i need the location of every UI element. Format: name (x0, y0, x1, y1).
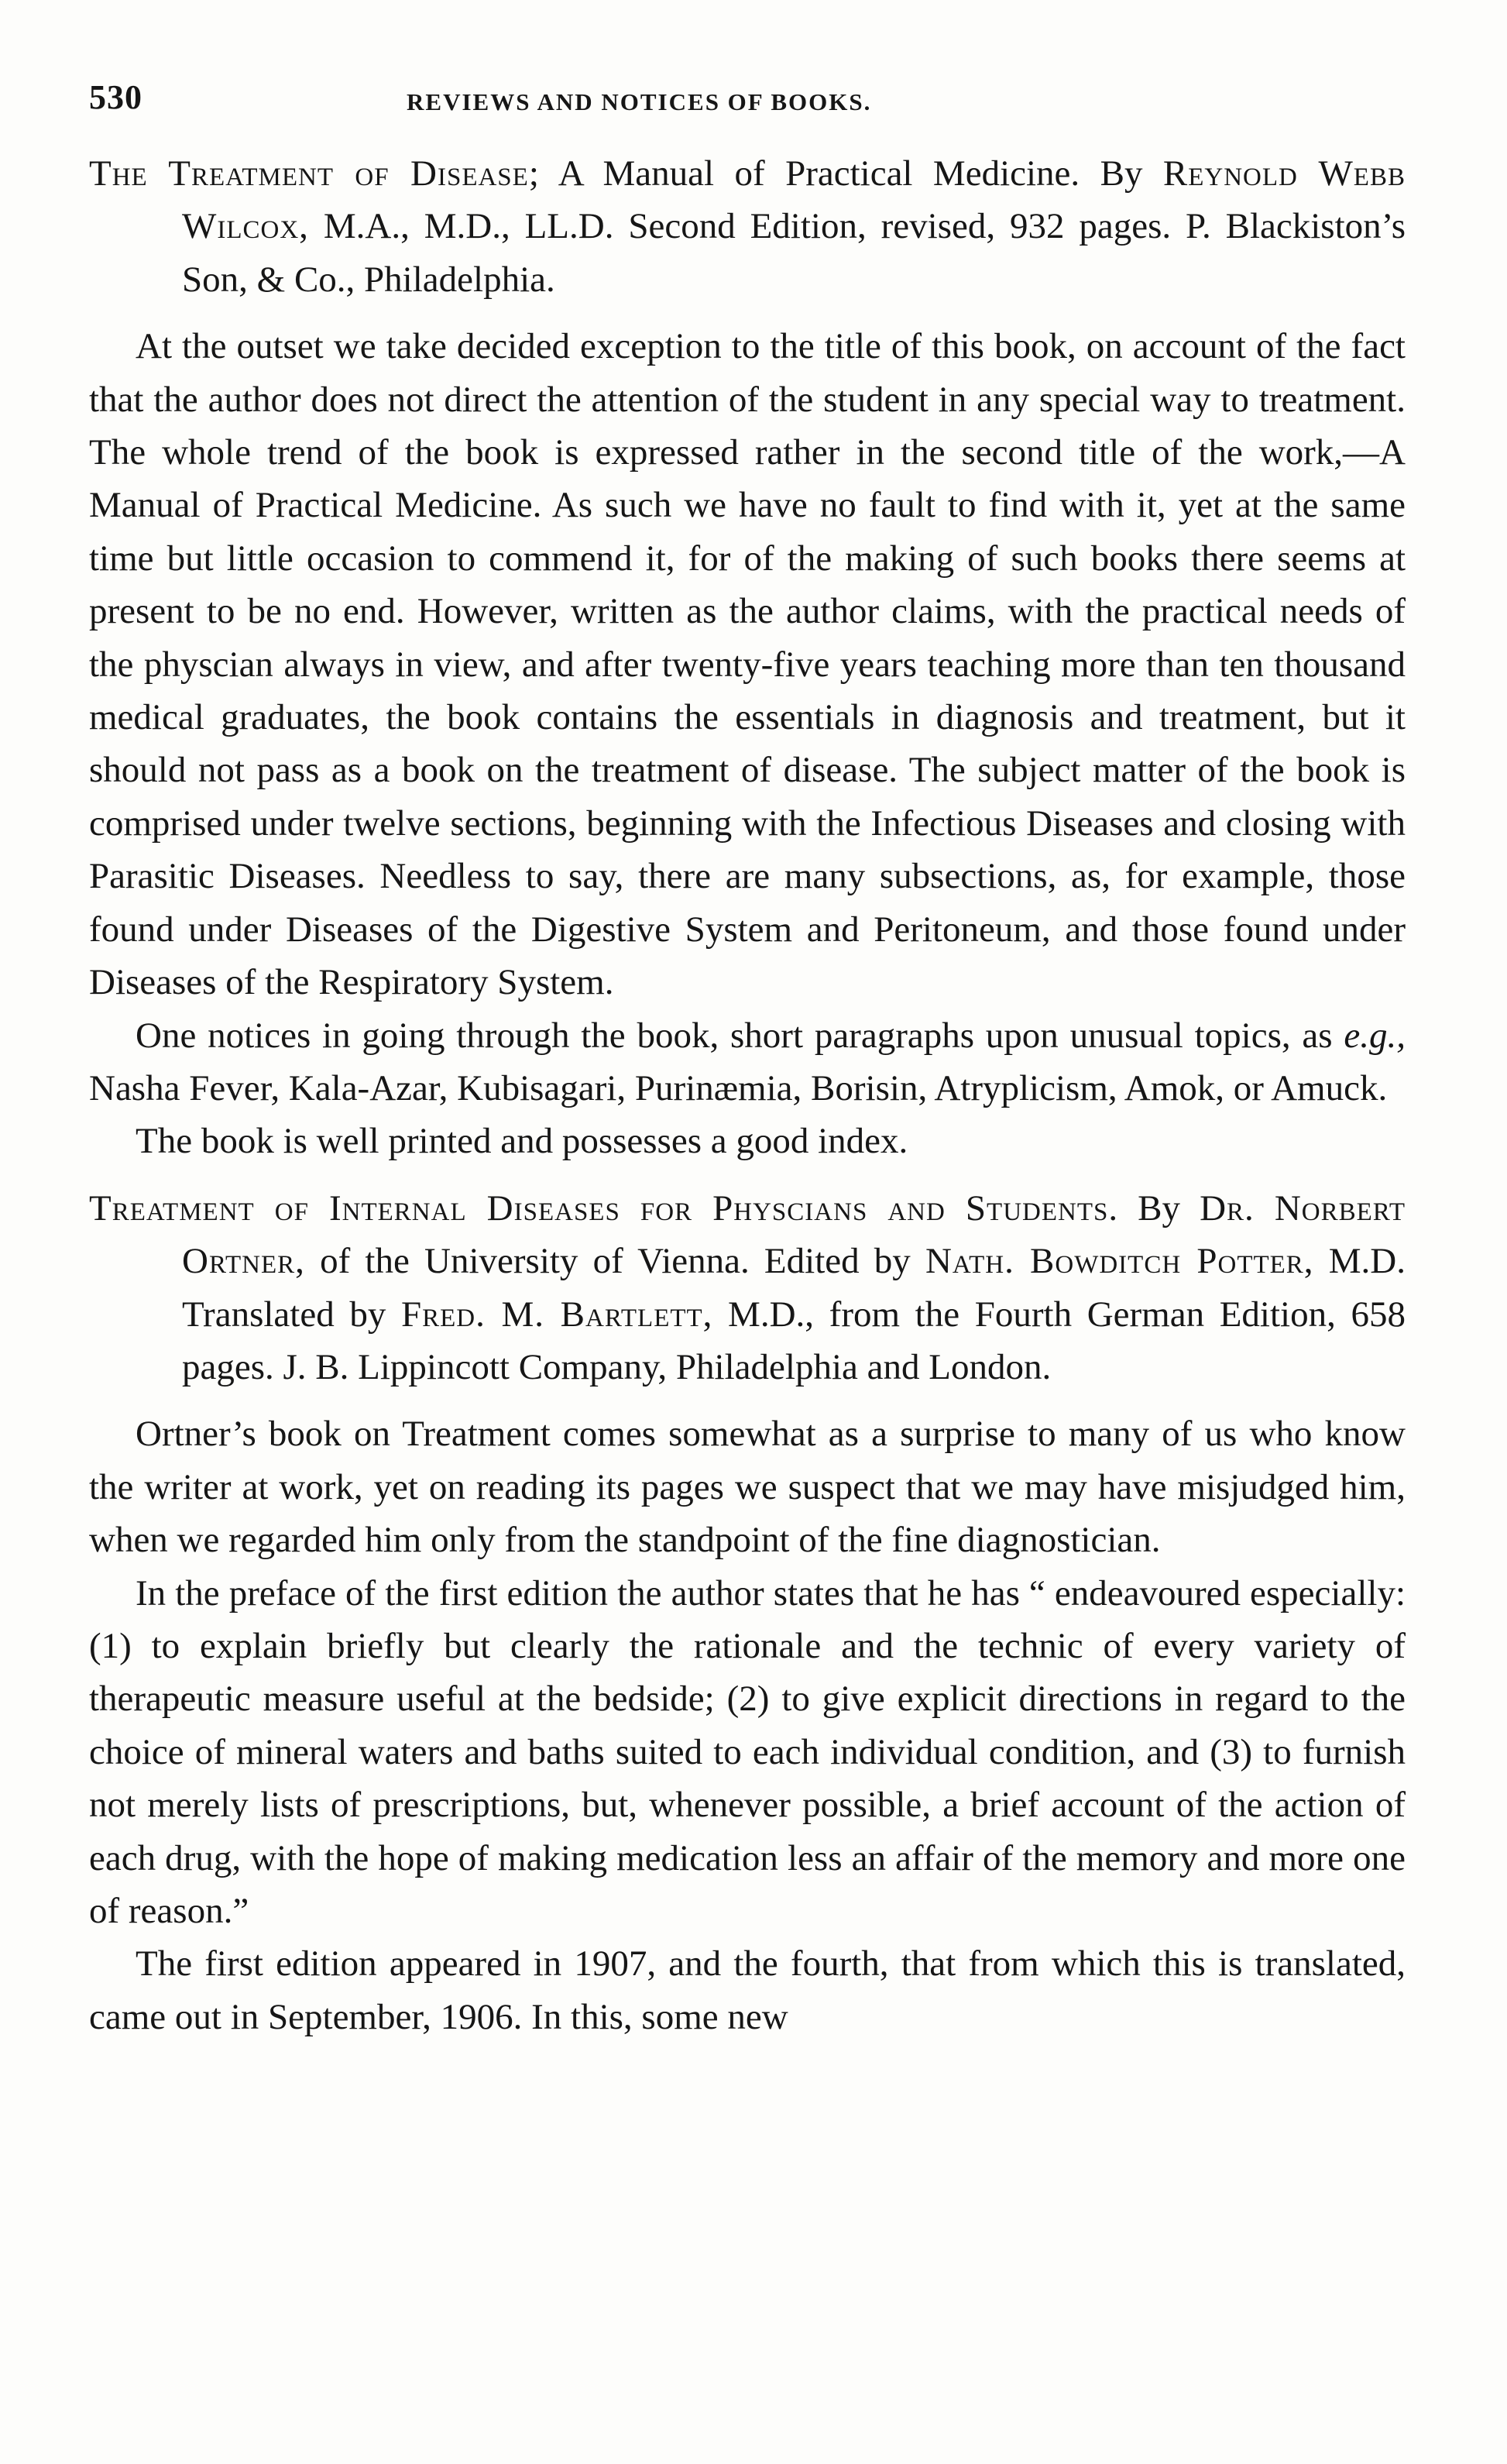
review-2-title: Treatment of Internal Diseases for Physcians and Students. (89, 1187, 1119, 1229)
running-head (89, 77, 1406, 124)
review-1-citation (89, 147, 1406, 306)
review-1-details: M.A., M.D., LL.D. Second Edition, revised, 932 pages. P. Blackiston’s Son, & Co., Philadelphia. (182, 206, 1406, 300)
review-2-details: M.D., from the Fourth German Edition, 658 pages. J. B. Lippincott Company, Philadelphia and London. (182, 1294, 1406, 1387)
review-1-closing: The book is well printed and possesses a good index. (136, 1121, 908, 1162)
review-1-author: Reynold Webb Wilcox, (182, 153, 1406, 247)
review-2-citation (89, 1182, 1406, 1394)
review-2-paragraph: Ortner’s book on Treatment comes somewhat as a surprise to many of us who know the writer at work, yet on reading its pages we suspect that we may have misjudged him, when we regarded him only from the standpoint of the fine diagnostician. (89, 1414, 1406, 1561)
review-1-notice-prefix: One notices in going through the book, short paragraphs upon unusual topics, as (136, 1015, 1344, 1056)
review-2-translator: Fred. M. Bartlett, (400, 1294, 713, 1335)
review-2-by: By (1118, 1187, 1200, 1229)
review-1-book-title: The Treatment of Disease; (89, 153, 540, 194)
review-2-editor-degree: M.D. Translated by (182, 1241, 1406, 1335)
review-2-editor: Nath. Bowditch Potter, (925, 1241, 1314, 1282)
page-number: 530 (89, 78, 142, 116)
review-1-paragraph: At the outset we take decided exception to the title of this book, on account of the fact that the author does not direct the attention of the student in any special way to treatment. The whole trend of the book is expressed rather in the second title of the work,—A Manual of Practical Medicine. As such we have no fault to find with it, yet at the same time but little occasion to commend it, for of the making of such books there seems at present to be no end. However, written as the author claims, with the practical needs of the physcian always in view, and after twenty-five years teaching more than ten thousand medical graduates, the book contains the essentials in diagnosis and treatment, but it should not pass as a book on the treatment of disease. The subject matter of the book is comprised under twelve sections, beginning with the Infectious Diseases and closing with Parasitic Diseases. Needless to say, there are many subsections, as, for example, those found under Diseases of the Digestive System and Peritoneum, and those found under Diseases of the Respiratory System. (89, 326, 1406, 1003)
review-2-paragraph: In the preface of the first edition the author states that he has “ endeavoured especially: (1) to explain briefly but clearly the rationale and the technic of every variety of therapeutic measure useful at the bedside; (2) to give explicit directions in regard to the choice of mineral waters and baths suited to each individual condition, and (3) to furnish not merely lists of prescriptions, but, whenever possible, a brief account of the action of each drug, with the hope of making medication less an affair of the memory and more one of reason.” (89, 1572, 1406, 1931)
page-body (89, 147, 1406, 2043)
review-2-author: Dr. Norbert Ortner, (182, 1187, 1406, 1282)
review-1-notice-suffix: Nasha Fever, Kala-Azar, Kubisagari, Purinæmia, Borisin, Atryplicism, Amok, or Amuck. (89, 1067, 1388, 1108)
review-2-paragraph: The first edition appeared in 1907, and the fourth, that from which this is translated, came out in September, 1906. In this, some new (89, 1943, 1406, 2037)
review-1-notice-eg: e.g., (1344, 1015, 1406, 1056)
review-1-subtitle: A Manual of Practical Medicine. By (539, 153, 1163, 194)
review-2-university: of the University of Vienna. Edited by (304, 1241, 925, 1282)
review-1-notice-paragraph (89, 1009, 1406, 1115)
running-head-title: REVIEWS AND NOTICES OF BOOKS. (407, 88, 872, 115)
